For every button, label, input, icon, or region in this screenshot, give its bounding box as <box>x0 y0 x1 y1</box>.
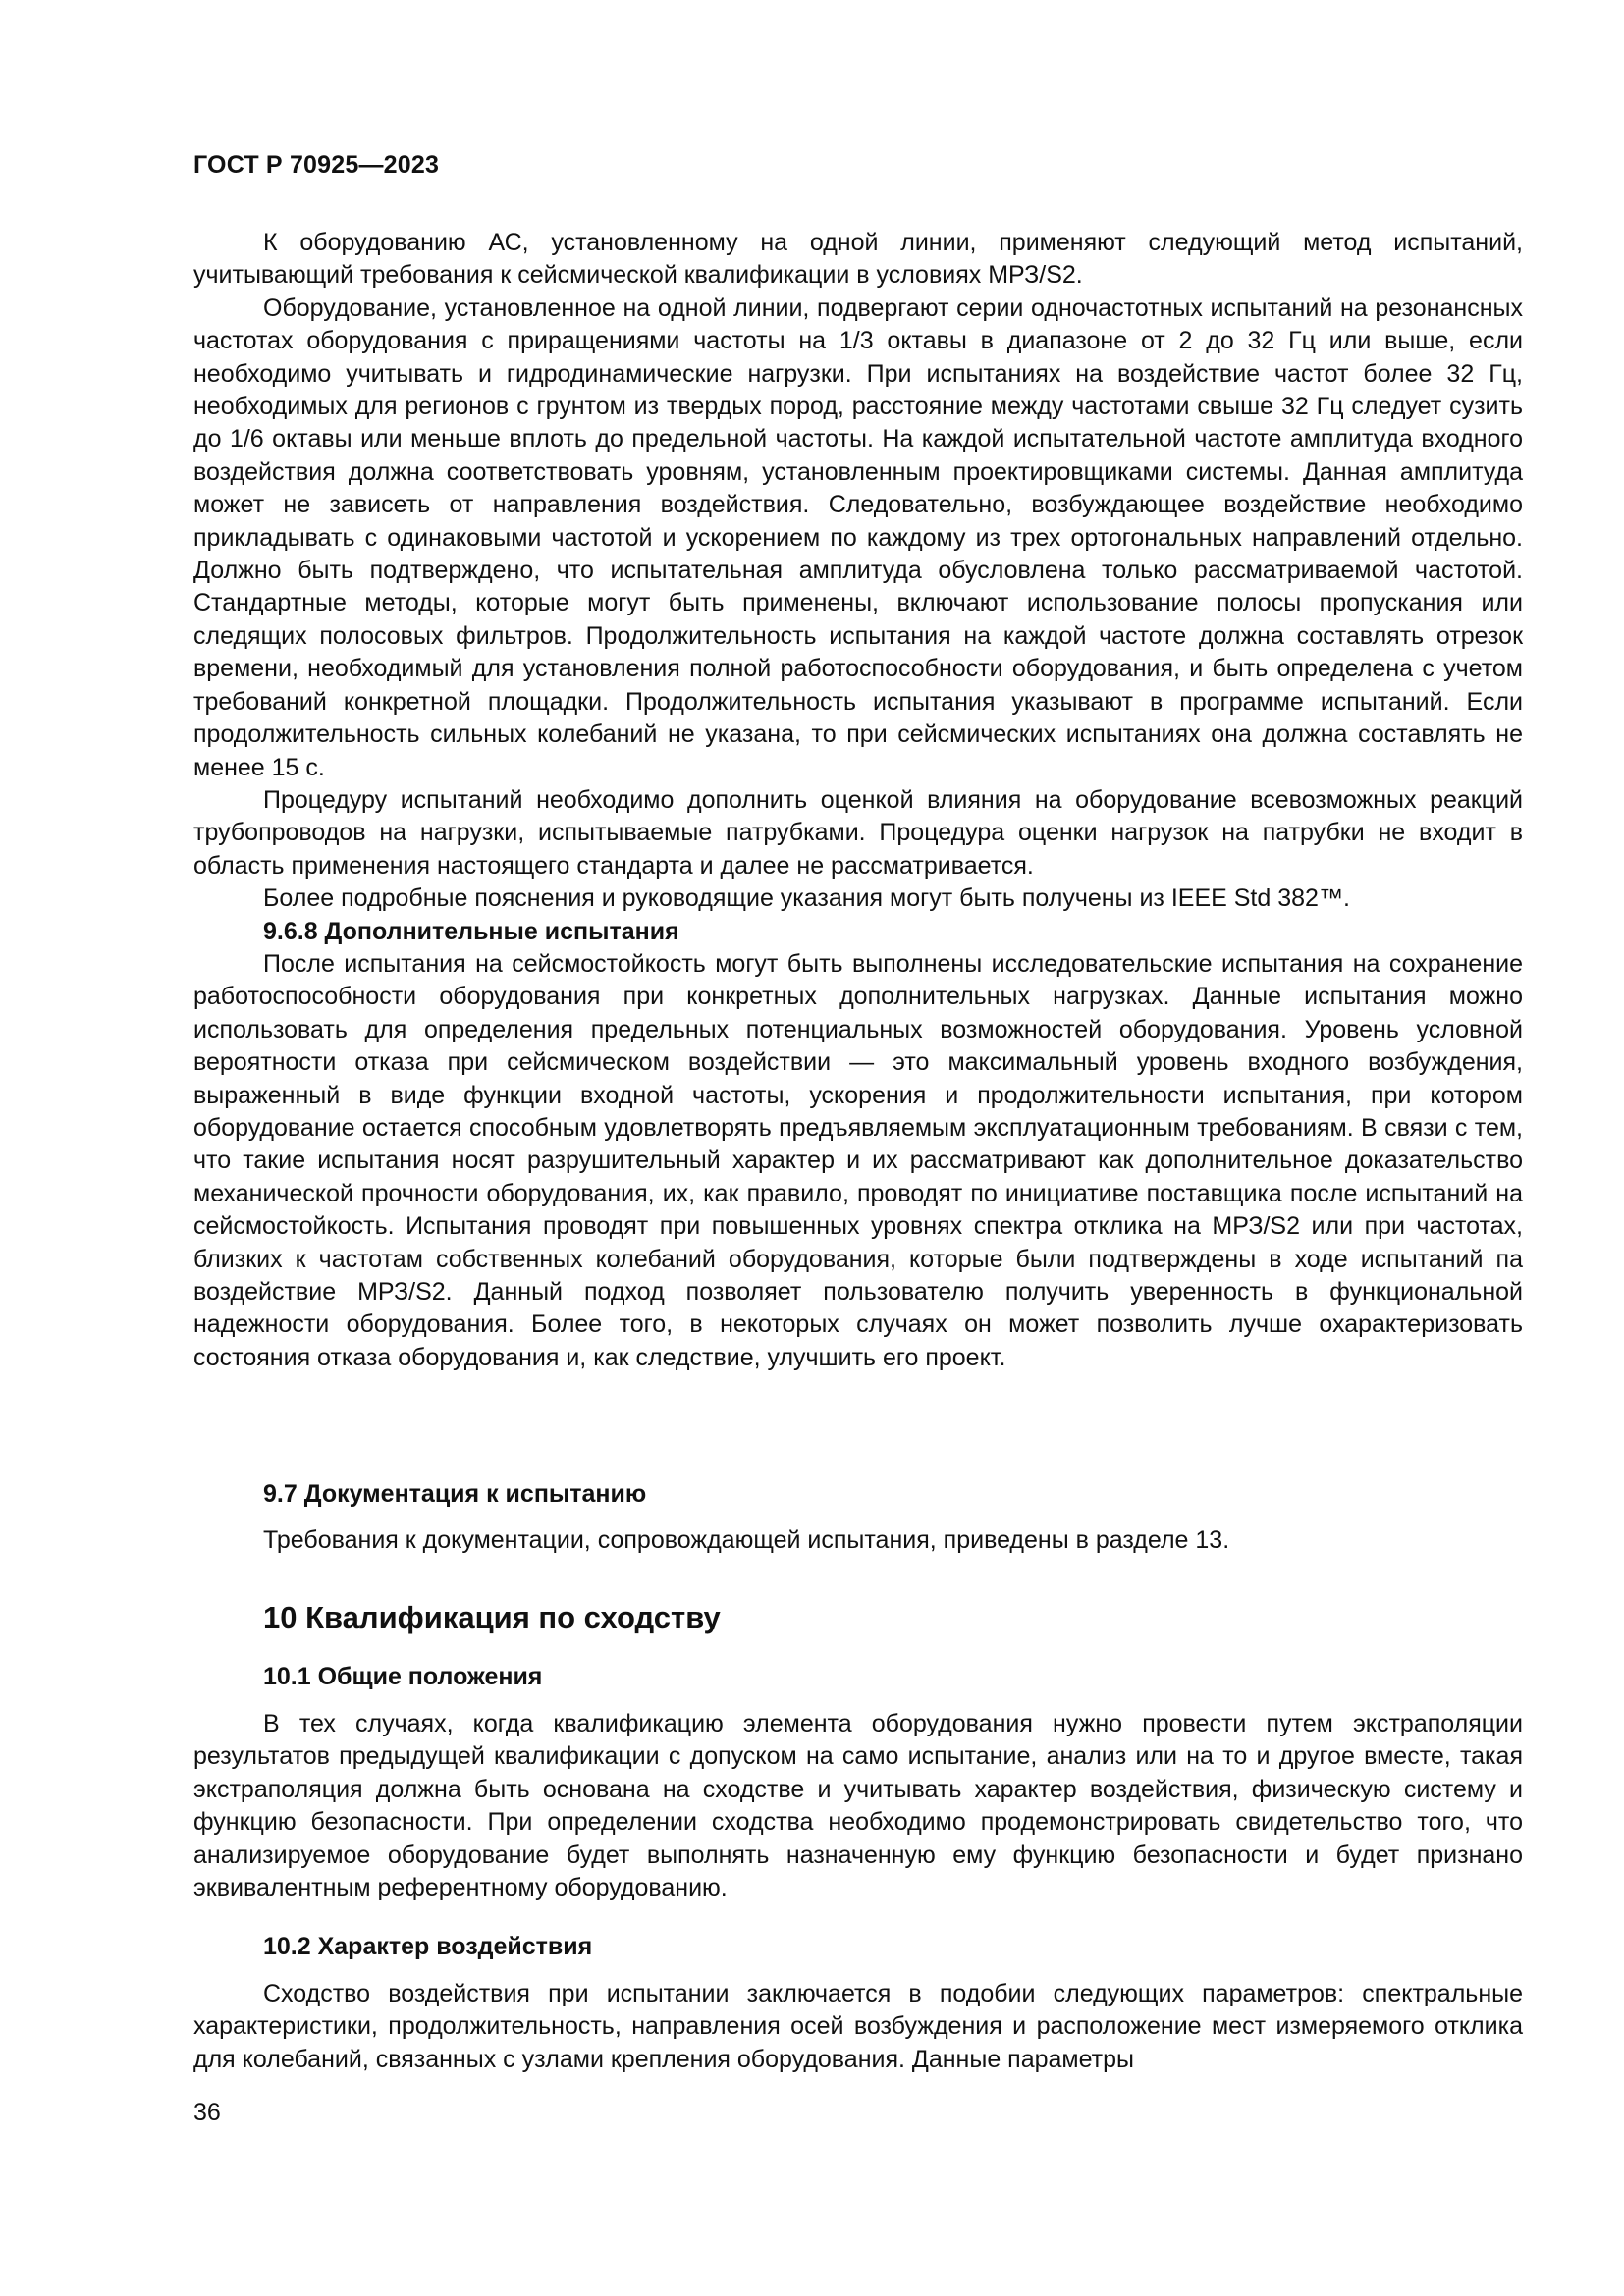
paragraph: Сходство воздействия при испытании заключается в подобии следующих параметров: спектральные характеристики, продолжительность, направления осей возбуждения и расположение мест измеряемого отклика для колебаний, связанных с узлами крепления оборудования. Данные параметры <box>193 1980 1523 2073</box>
page-number: 36 <box>193 2099 221 2126</box>
section-heading-9-7: 9.7 Документация к испытанию <box>263 1480 647 1508</box>
paragraph: После испытания на сейсмостойкость могут быть выполнены исследовательские испытания на сохранение работоспособности оборудования при конкретных дополнительных нагрузках. Данные испытания можно использовать для определения предельных потенциальных возможностей оборудования. Уровень условной вероятности отказа при сейсмическом воздействии — это максимальный уровень входного возбуждения, выраженный в виде функции входной частоты, ускорения и продолжительности испытания, при котором оборудование остается способным удовлетворять предъявляемым эксплуатационным требованиям. В связи с тем, что такие испытания носят разрушительный характер и их рассматривают как дополнительное доказательство механической прочности оборудования, их, как правило, проводят по инициативе поставщика после испытаний на сейсмостойкость. Испытания проводят при повышенных уровнях спектра отклика на МРЗ/S2 или при частотах, близких к частотам собственных колебаний оборудования, которые были подтверждены в ходе испытаний па воздействие МРЗ/S2. Данный подход позволяет пользователю получить уверенность в функциональной надежности оборудования. Более того, в некоторых случаях он может позволить лучше охарактеризовать состояния отказа оборудования и, как следствие, улучшить его проект. <box>193 949 1523 1371</box>
paragraph: К оборудованию АС, установленному на одной линии, применяют следующий метод испытаний, учитывающий требования к сейсмической квалификации в условиях МРЗ/S2. <box>193 229 1523 290</box>
section-9-7-text <box>193 1524 1523 1557</box>
section-10-1-text <box>193 1708 1523 1904</box>
section-heading-10-2: 10.2 Характер воздействия <box>263 1933 593 1960</box>
paragraph: Оборудование, установленное на одной линии, подвергают серии одночастотных испытаний на резонансных частотах оборудования с приращениями частоты на 1/3 октавы в диапазоне от 2 до 32 Гц или выше, если необходимо учитывать и гидродинамические нагрузки. При испытаниях на воздействие частот более 32 Гц, необходимых для регионов с грунтом из твердых пород, расстояние между частотами свыше 32 Гц следует сузить до 1/6 октавы или меньше вплоть до предельной частоты. На каждой испытательной частоте амплитуда входного воздействия должна соответствовать уровням, установленным проектировщиками системы. Данная амплитуда может не зависеть от направления воздействия. Следовательно, возбуждающее воздействие необходимо прикладывать с одинаковыми частотой и ускорением по каждому из трех ортогональных направлений отдельно. Должно быть подтверждено, что испытательная амплитуда обусловлена только рассматриваемой частотой. Стандартные методы, которые могут быть применены, включают использование полосы пропускания или следящих полосовых фильтров. Продолжительность испытания на каждой частоте должна составлять отрезок времени, необходимый для установления полной работоспособности оборудования, и быть определена с учетом требований конкретной площадки. Продолжительность испытания указывают в программе испытаний. Если продолжительность сильных колебаний не указана, то при сейсмических испытаниях она должна составлять не менее 15 с. <box>193 294 1523 781</box>
paragraph: Процедуру испытаний необходимо дополнить оценкой влияния на оборудование всевозможных реакций трубопроводов на нагрузки, испытываемые патрубками. Процедура оценки нагрузок на патрубки не входит в область применения настоящего стандарта и далее не рассматривается. <box>193 785 1523 880</box>
section-10-2-text <box>193 1978 1523 2076</box>
paragraph: В тех случаях, когда квалификацию элемента оборудования нужно провести путем экстраполяции результатов предыдущей квалификации с допуском на само испытание, анализ или на то и другое вместе, такая экстраполяция должна быть основана на сходстве и учитывать характер воздействия, физическую систему и функцию безопасности. При определении сходства необходимо продемонстрировать свидетельство того, что анализируемое оборудование будет выполнять назначенную ему функцию безопасности и будет признано эквивалентным референтному оборудованию. <box>193 1710 1523 1902</box>
subsection-heading: 9.6.8 Дополнительные испытания <box>263 917 679 945</box>
paragraph: Более подробные пояснения и руководящие указания могут быть получены из IEEE Std 382™. <box>263 884 1350 913</box>
section-heading-10-1: 10.1 Общие положения <box>263 1663 543 1690</box>
document-header: ГОСТ Р 70925—2023 <box>193 151 440 179</box>
section-heading-10: 10 Квалификация по сходству <box>263 1600 721 1634</box>
paragraph: Требования к документации, сопровождающей испытания, приведены в разделе 13. <box>263 1526 1230 1554</box>
body-text-block <box>193 227 1523 1374</box>
